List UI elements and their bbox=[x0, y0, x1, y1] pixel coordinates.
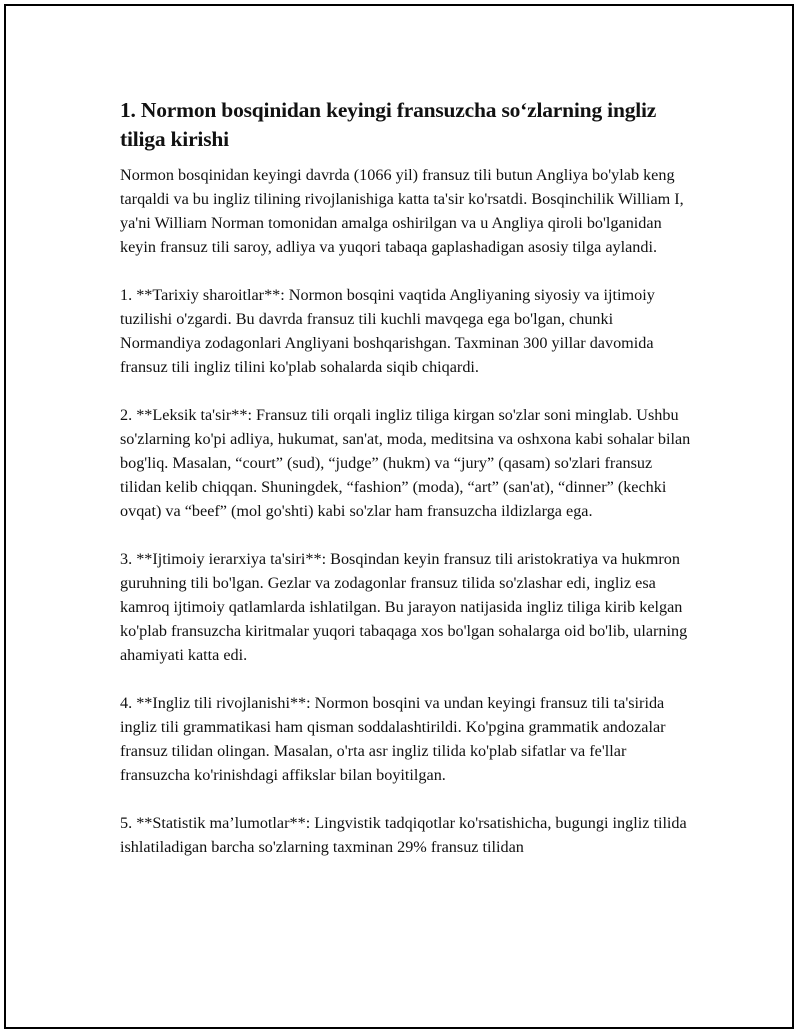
document-content bbox=[120, 96, 695, 883]
paragraph-lexical-influence: 2. **Leksik ta'sir**: Fransuz tili orqali ingliz tiliga kirgan so'zlar soni minglab. Ushbu so'zlarning ko'pi adliya, hukumat, san'at, moda, meditsina va oshxona kabi sohalar bilan bog'liq. Masalan, “court” (sud), “judge” (hukm) va “jury” (qasam) so'zlari fransuz tilidan kelib chiqqan. Shuningdek, “fashion” (moda), “art” (san'at), “dinner” (kechki ovqat) va “beef” (mol go'shti) kabi so'zlar ham fransuzcha ildizlarga ega. bbox=[120, 406, 691, 520]
paragraph-historical-conditions: 1. **Tarixiy sharoitlar**: Normon bosqini vaqtida Angliyaning siyosiy va ijtimoiy tuzilishi o'zgardi. Bu davrda fransuz tili kuchli mavqega ega bo'lgan, chunki Normandiya zodagonlari Angliyani boshqarishgan. Taxminan 300 yillar davomida fransuz tili ingliz tilini ko'plab sohalarda siqib chiqardi. bbox=[120, 286, 655, 376]
paragraph-english-development: 4. **Ingliz tili rivojlanishi**: Normon bosqini va undan keyingi fransuz tili ta'sirida ingliz tili grammatikasi ham qisman soddalashtirildi. Ko'pgina grammatik andozalar fransuz tilidan olingan. Masalan, o'rta asr ingliz tilida ko'plab sifatlar va fe'llar fransuzcha ko'rinishdagi affikslar bilan boyitilgan. bbox=[120, 694, 666, 784]
section-heading: 1. Normon bosqinidan keyingi fransuzcha so‘zlarning ingliz tiliga kirishi bbox=[120, 98, 657, 151]
intro-paragraph: Normon bosqinidan keyingi davrda (1066 yil) fransuz tili butun Angliya bo'ylab keng tarqaldi va bu ingliz tilining rivojlanishiga katta ta'sir ko'rsatdi. Bosqinchilik William I, ya'ni William Norman tomonidan amalga oshirilgan va u Angliya qiroli bo'lganidan keyin fransuz tili saroy, adliya va yuqori tabaqa gaplashadigan asosiy tilga aylandi. bbox=[120, 166, 684, 256]
document-page bbox=[4, 4, 794, 1029]
paragraph-social-hierarchy: 3. **Ijtimoiy ierarxiya ta'siri**: Bosqindan keyin fransuz tili aristokratiya va hukmron guruhning tili bo'lgan. Gezlar va zodagonlar fransuz tilida so'zlashar edi, ingliz esa kamroq ijtimoiy qatlamlarda ishlatilgan. Bu jarayon natijasida ingliz tiliga kirib kelgan ko'plab fransuzcha kiritmalar yuqori tabaqaga xos bo'lgan sohalarga oid bo'lib, ularning ahamiyati katta edi. bbox=[120, 550, 688, 664]
paragraph-statistics: 5. **Statistik ma’lumotlar**: Lingvistik tadqiqotlar ko'rsatishicha, bugungi ingliz tilida ishlatiladigan barcha so'zlarning taxminan 29% fransuz tilidan bbox=[120, 814, 687, 856]
